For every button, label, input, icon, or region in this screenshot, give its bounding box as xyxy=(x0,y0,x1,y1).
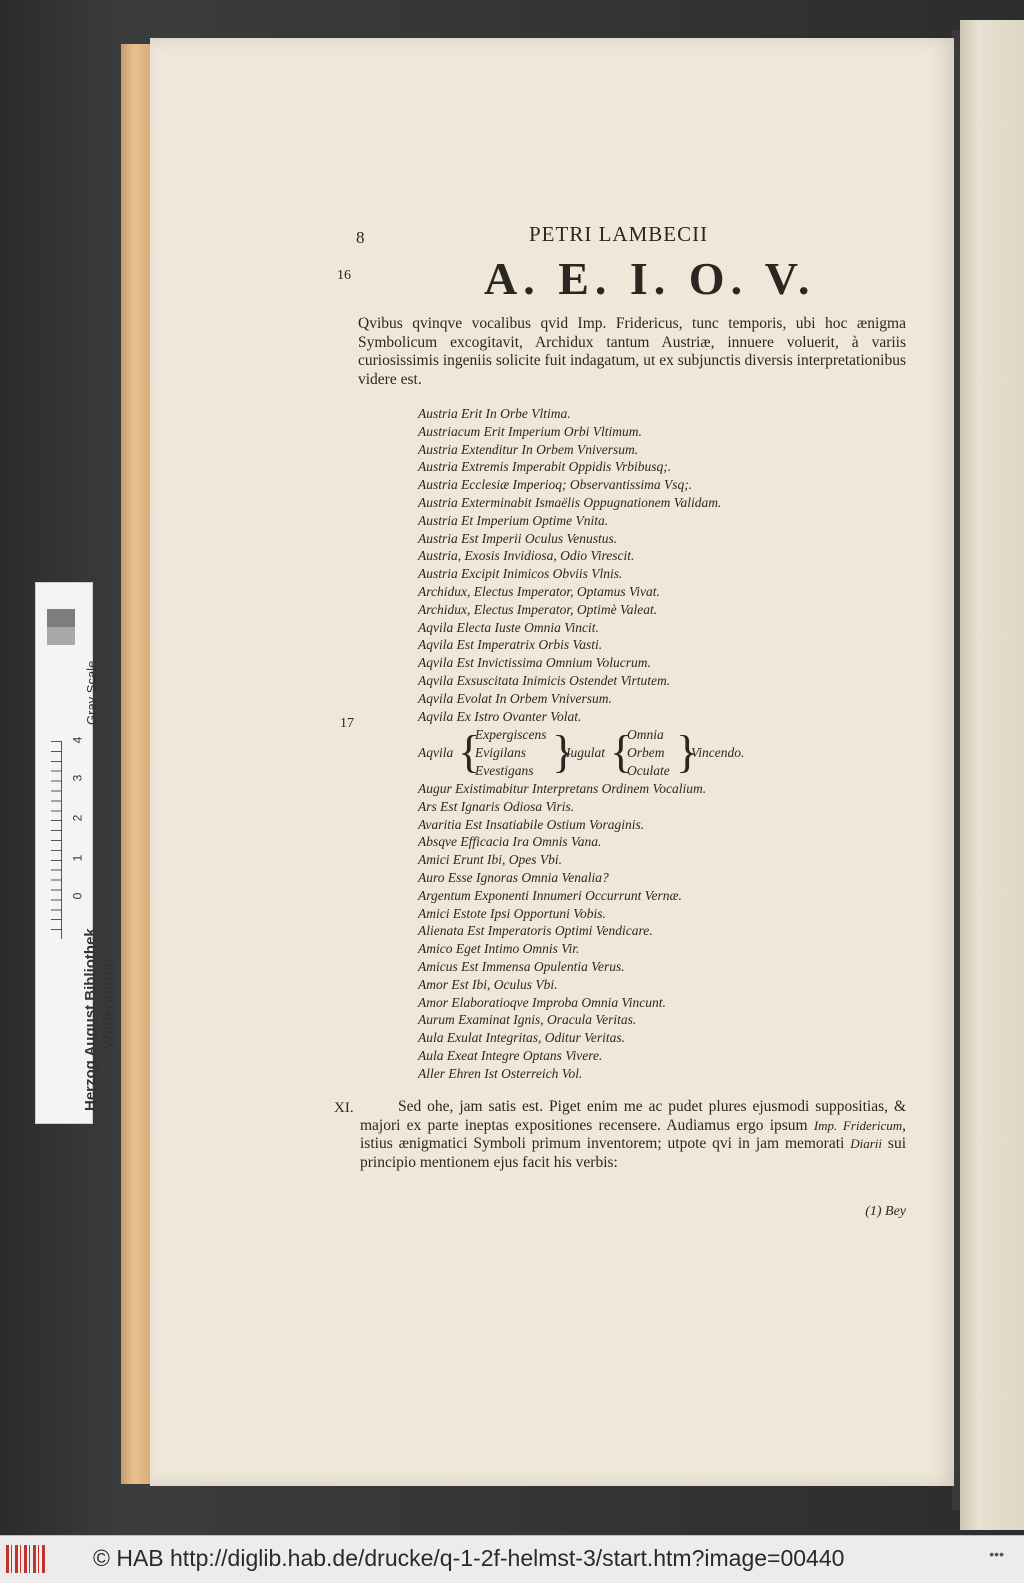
section-paragraph xyxy=(360,1098,906,1172)
list-item: Aqvila Evolat In Orbem Vniversum. xyxy=(418,690,612,706)
brace-word: Expergiscens xyxy=(475,727,547,742)
list-item: Aurum Examinat Ignis, Oracula Veritas. xyxy=(418,1012,637,1028)
library-location: Wolfenbüttel xyxy=(100,958,117,1049)
list-item: Aqvila Est Invictissima Omnium Volucrum. xyxy=(418,655,651,671)
gray-swatch xyxy=(47,609,75,627)
list-item: Austria, Exosis Invidiosa, Odio Virescit. xyxy=(418,548,635,564)
brace-interpretation xyxy=(418,727,778,781)
brace-word: Orbem xyxy=(627,745,665,760)
library-name: Herzog August Bibliothek xyxy=(82,928,99,1111)
hab-logo-icon xyxy=(6,1545,46,1573)
list-item: Archidux, Electus Imperator, Optamus Vivat. xyxy=(418,583,660,599)
brace-lead: Aqvila xyxy=(418,745,454,760)
list-item: Amor Elaboratioqve Improba Omnia Vincunt. xyxy=(418,994,666,1010)
list-item: Auro Esse Ignoras Omnia Venalia? xyxy=(418,869,609,885)
running-head: PETRI LAMBECII xyxy=(529,222,709,246)
section-text: Sed ohe, jam satis est. Piget enim me ac pudet plures ejusmodi suppositias, & majori ex parte ineptas expositiones recensere. Audiamus ergo ipsum xyxy=(360,1098,906,1134)
right-brace-icon: } xyxy=(676,726,699,777)
list-item: Amico Eget Intimo Omnis Vir. xyxy=(418,941,580,957)
list-item: Ars Est Ignaris Odiosa Viris. xyxy=(418,798,575,814)
list-item: Archidux, Electus Imperator, Optimè Valeat. xyxy=(418,601,658,617)
left-brace-icon: { xyxy=(458,726,481,777)
page-edge xyxy=(121,44,153,1484)
list-item: Alienata Est Imperatoris Optimi Vendicare. xyxy=(418,923,653,939)
brace-word: Evestigans xyxy=(475,763,534,778)
list-item: Avaritia Est Insatiabile Ostium Voraginis. xyxy=(418,816,645,832)
footer-bar xyxy=(0,1535,1024,1583)
gray-scale-label: Gray Scale xyxy=(84,660,99,725)
list-item: Austria Extremis Imperabit Oppidis Vrbibusq;. xyxy=(418,459,672,475)
list-item: Absqve Efficacia Ira Omnis Vana. xyxy=(418,834,602,850)
list-item: Augur Existimabitur Interpretans Ordinem Vocalium. xyxy=(418,781,707,796)
list-item: Aller Ehren Ist Osterreich Vol. xyxy=(418,1065,583,1081)
ruler-tick-label: 0 xyxy=(70,892,85,900)
list-item: Amici Erunt Ibi, Opes Vbi. xyxy=(418,852,562,868)
margin-number-16: 16 xyxy=(337,268,351,283)
list-item: Austria Erit In Orbe Vltima. xyxy=(418,406,571,421)
brace-word: Omnia xyxy=(627,727,664,742)
section-italic: Diarii xyxy=(850,1136,883,1151)
ruler-tick-label: 1 xyxy=(70,854,85,862)
right-brace-icon: } xyxy=(552,726,575,777)
section-number: XI. xyxy=(334,1100,354,1116)
brace-end: Vincendo. xyxy=(691,745,745,760)
ruler-tick-label: 3 xyxy=(70,774,85,782)
list-item: Aqvila Est Imperatrix Orbis Vasti. xyxy=(418,637,603,653)
left-brace-icon: { xyxy=(610,726,633,777)
list-item: Aula Exeat Integre Optans Vivere. xyxy=(418,1047,603,1063)
list-item: Austria Et Imperium Optime Vnita. xyxy=(418,512,609,528)
list-item: Austria Exterminabit Ismaëlis Oppugnationem Validam. xyxy=(418,494,722,510)
brace-word: Oculate xyxy=(627,763,670,778)
list-item: Amor Est Ibi, Oculus Vbi. xyxy=(418,976,558,992)
brace-word: Evigilans xyxy=(475,745,526,760)
section-italic: Imp. Fridericum xyxy=(813,1117,903,1133)
ruler xyxy=(51,741,62,939)
catchword: (1) Bey xyxy=(865,1204,906,1219)
list-item: Austria Excipit Inimicos Obviis Vlnis. xyxy=(418,566,623,582)
list-item: Amici Estote Ipsi Opportuni Vobis. xyxy=(418,905,606,921)
intro-paragraph: Qvibus qvinqve vocalibus qvid Imp. Fridericus, tunc temporis, ubi hoc ænigma Symbolicum excogitavit, Archidux tantum Austriæ, innuere voluerit, à variis curiosissimis ingeniis solicite fuit indagatum, ut ex subjunctis diversis interpretationibus videre est. xyxy=(358,315,906,388)
gray-swatch xyxy=(47,627,75,645)
footer-url[interactable]: © HAB http://diglib.hab.de/drucke/q-1-2f-helmst-3/start.htm?image=00440 xyxy=(93,1545,845,1571)
more-icon[interactable]: ••• xyxy=(989,1546,1004,1562)
section-text: , istius ænigmatici Symboli primum inventorem; utpote qvi in jam memorati xyxy=(360,1116,906,1152)
margin-number-17: 17 xyxy=(340,716,354,731)
list-item: Amicus Est Immensa Opulentia Verus. xyxy=(418,958,625,974)
interpretation-list xyxy=(418,405,721,725)
adjacent-page xyxy=(960,20,1024,1530)
list-item: Aqvila Electa Iuste Omnia Vincit. xyxy=(418,619,599,635)
list-item: Austria Extenditur In Orbem Vniversum. xyxy=(418,441,639,457)
list-item: Argentum Exponenti Innumeri Occurrunt Vernæ. xyxy=(418,887,682,903)
interpretation-list-2 xyxy=(418,780,706,1083)
list-item: Aqvila Exsuscitata Inimicis Ostendet Virtutem. xyxy=(418,672,671,688)
scale-card xyxy=(35,582,117,1124)
list-item: Aqvila Ex Istro Ovanter Volat. xyxy=(418,708,582,724)
list-item: Austria Ecclesiæ Imperioq; Observantissima Vsq;. xyxy=(418,477,693,493)
page-number: 8 xyxy=(356,228,365,247)
section-text: sui principio mentionem ejus facit his verbis: xyxy=(360,1135,907,1171)
ruler-tick-label: 4 xyxy=(70,736,85,744)
list-item: Austria Est Imperii Oculus Venustus. xyxy=(418,530,618,546)
list-item: Aula Exulat Integritas, Oditur Veritas. xyxy=(418,1030,625,1046)
ruler-tick-label: 2 xyxy=(70,814,85,822)
page-title: A. E. I. O. V. xyxy=(484,253,816,304)
brace-mid: Iugulat xyxy=(566,745,605,760)
list-item: Austriacum Erit Imperium Orbi Vltimum. xyxy=(418,423,642,439)
